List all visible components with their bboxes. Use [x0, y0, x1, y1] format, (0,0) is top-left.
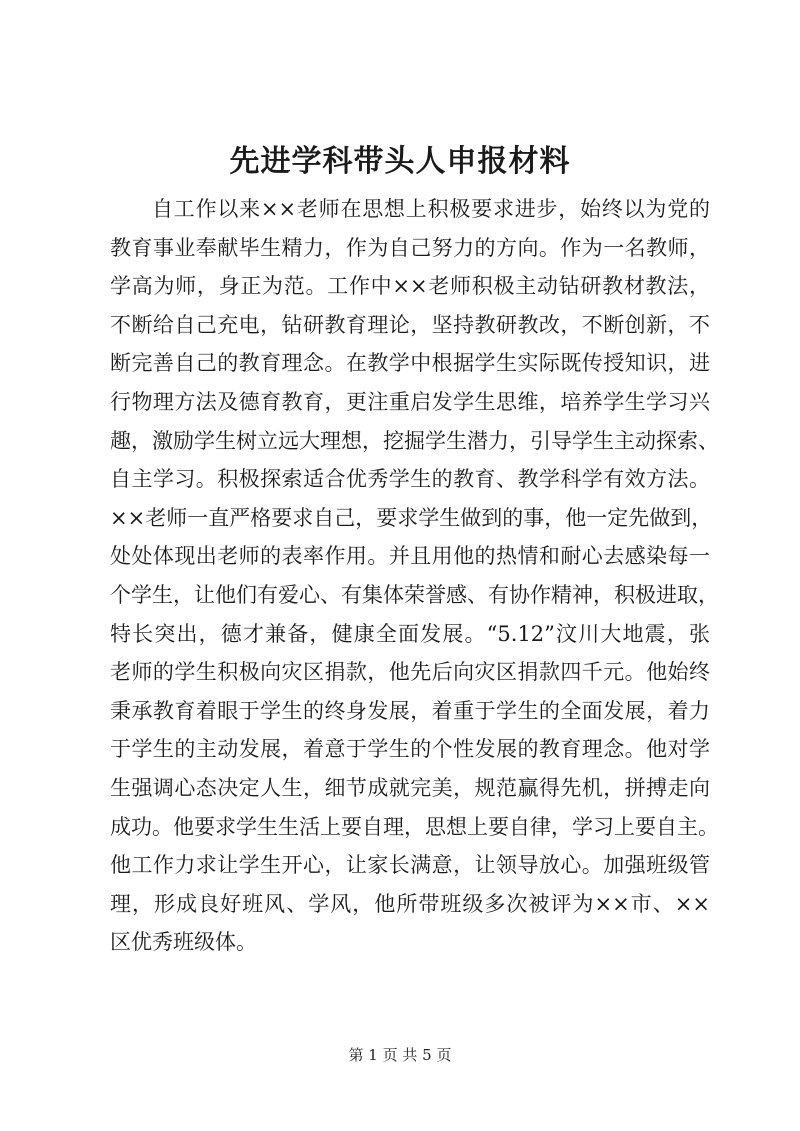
document-body [110, 190, 719, 962]
body-line: 区优秀班级体。 [110, 930, 257, 955]
body-line: 秉承教育着眼于学生的终身发展，着重于学生的全面发展，着力 [110, 698, 710, 723]
body-line: 个学生，让他们有爱心、有集体荣誉感、有协作精神，积极进取， [110, 582, 719, 607]
body-line: 于学生的主动发展，着意于学生的个性发展的教育理念。他对学 [110, 737, 710, 762]
body-line: 自工作以来××老师在思想上积极要求进步，始终以为党的 [152, 197, 710, 221]
body-line: 学高为师，身正为范。工作中××老师积极主动钻研教材教法， [110, 274, 710, 299]
body-line: 老师的学生积极向灾区捐款，他先后向灾区捐款四千元。他始终 [110, 660, 710, 685]
body-line: 理，形成良好班风、学风，他所带班级多次被评为××市、×× [110, 891, 710, 916]
body-line: 处处体现出老师的表率作用。并且用他的热情和耐心去感染每一 [110, 544, 710, 569]
body-line: ××老师一直严格要求自己，要求学生做到的事，他一定先做到， [110, 505, 713, 530]
body-line: 教育事业奉献毕生精力，作为自己努力的方向。作为一名教师， [110, 235, 710, 260]
body-line: 他工作力求让学生开心，让家长满意，让领导放心。加强班级管 [110, 853, 710, 878]
document-title: 先进学科带头人申报材料 [229, 144, 571, 179]
body-line: 生强调心态决定人生，细节成就完美，规范赢得先机，拼搏走向 [110, 775, 710, 800]
body-line: 行物理方法及德育教育，更注重启发学生思维，培养学生学习兴 [110, 389, 710, 414]
body-line: 自主学习。积极探索适合优秀学生的教育、教学科学有效方法。 [110, 467, 710, 492]
body-line: 成功。他要求学生生活上要自理，思想上要自律，学习上要自主。 [110, 814, 719, 839]
page-number-footer: 第 1 页 共 5 页 [348, 1046, 452, 1064]
body-line: 趣，激励学生树立远大理想，挖掘学生潜力，引导学生主动探索、 [110, 428, 719, 453]
body-line: 特长突出，德才兼备，健康全面发展。“5.12”汶川大地震，张 [110, 621, 710, 646]
body-line: 不断给自己充电，钻研教育理论，坚持教研教改，不断创新，不 [110, 312, 710, 337]
body-line: 断完善自己的教育理念。在教学中根据学生实际既传授知识，进 [110, 351, 710, 376]
